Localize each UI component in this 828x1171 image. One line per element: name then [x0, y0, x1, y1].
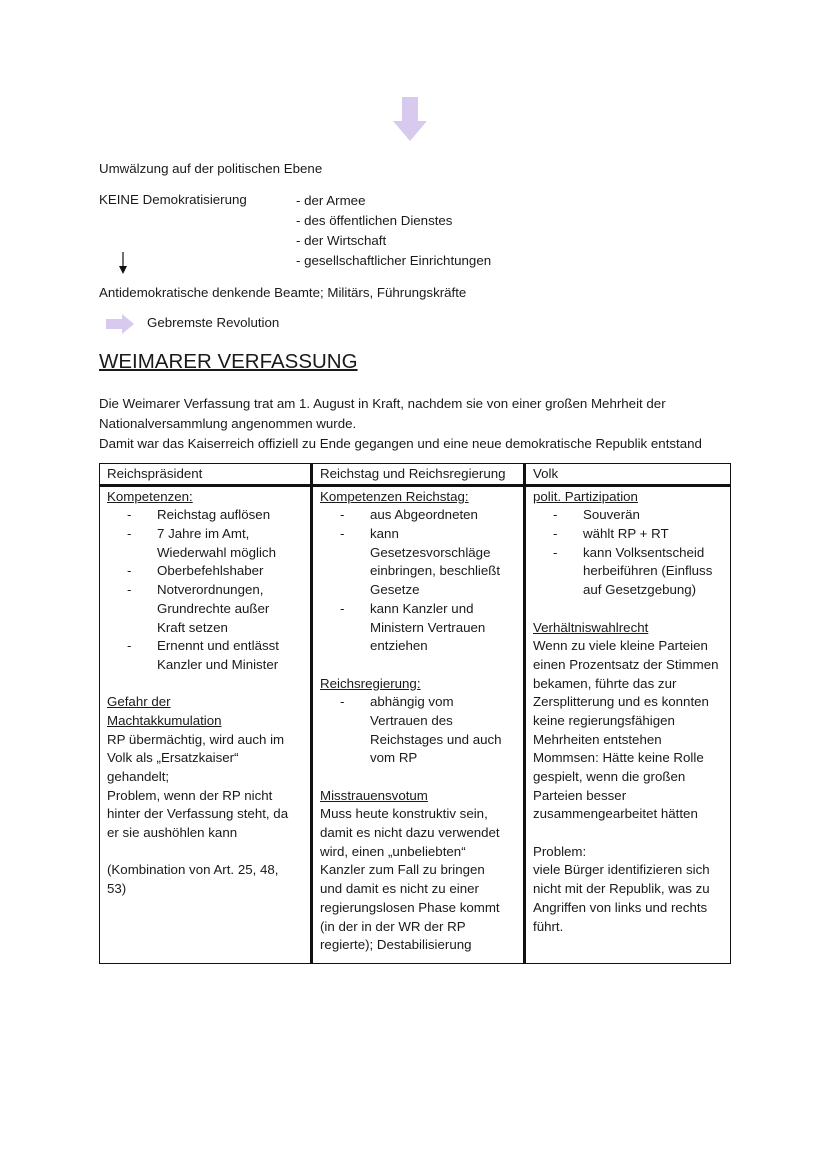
line-text: Machtakkumulation	[107, 712, 222, 728]
result-text: Antidemokratische denkende Beamte; Militärs, Führungskräfte	[99, 285, 467, 300]
bullet-dash: -	[340, 507, 345, 523]
cell-text-line	[320, 936, 516, 955]
bullet-dash: -	[340, 694, 345, 710]
cell-text-line	[107, 749, 303, 768]
cell-text-line	[107, 787, 303, 806]
cell-heading	[107, 488, 303, 507]
cell-text-line	[107, 880, 303, 899]
cell-text-line	[533, 637, 723, 656]
bullet-line	[533, 506, 723, 525]
line-text: Reichstag auflösen	[157, 507, 271, 523]
line-text: Kompetenzen Reichstag:	[320, 488, 469, 504]
cell-reichstag	[312, 485, 525, 963]
line-text: Ernennt und entlässt	[157, 638, 279, 654]
bullet-line	[107, 581, 303, 600]
bullet-line	[107, 544, 303, 563]
cell-text-line	[320, 843, 516, 862]
right-arrow-icon	[106, 314, 134, 334]
line-text: regierungslosen Phase kommt	[320, 899, 500, 915]
cell-heading	[533, 619, 723, 638]
bullet-line	[320, 562, 516, 581]
bullet-line	[320, 637, 516, 656]
line-text: einen Prozentsatz der Stimmen	[533, 656, 719, 672]
line-text: Oberbefehlshaber	[157, 563, 264, 579]
bullet-line	[320, 600, 516, 619]
bullet-dash: -	[127, 507, 132, 523]
bullet-line	[533, 581, 723, 600]
cell-volk	[525, 485, 731, 963]
line-text: Reichsregierung:	[320, 675, 421, 691]
line-text: herbeiführen (Einfluss	[583, 563, 713, 579]
line-text: keine regierungsfähigen	[533, 712, 675, 728]
line-text: Verhältniswahlrecht	[533, 619, 649, 635]
cell-text-line	[107, 805, 303, 824]
line-text: regierte); Destabilisierung	[320, 937, 472, 953]
bullet-dash: -	[127, 563, 132, 579]
cell-text-line	[107, 731, 303, 750]
line-text: 7 Jahre im Amt,	[157, 526, 250, 542]
spacer	[107, 843, 303, 862]
line-text: Mehrheiten entstehen	[533, 731, 662, 747]
header-reichstag: Reichstag und Reichsregierung	[312, 464, 525, 486]
cell-text-line	[107, 824, 303, 843]
cell-text-line	[533, 656, 723, 675]
conclusion-text: Gebremste Revolution	[147, 315, 280, 330]
intro-line: Nationalversammlung angenommen wurde.	[99, 416, 357, 431]
line-text: kann	[370, 526, 399, 542]
intro-line: Die Weimarer Verfassung trat am 1. August in Kraft, nachdem sie von einer großen Mehrheit der	[99, 396, 666, 411]
line-text: einbringen, beschließt	[370, 563, 501, 579]
bullet-line	[320, 506, 516, 525]
list-item: - des öffentlichen Dienstes	[296, 213, 453, 228]
cell-text-line	[533, 843, 723, 862]
bullet-dash: -	[127, 582, 132, 598]
line-text: kann Kanzler und	[370, 600, 474, 616]
cell-text-line	[320, 805, 516, 824]
line-text: Ministern Vertrauen	[370, 619, 486, 635]
line-text: und damit es nicht zu einer	[320, 881, 479, 897]
bullet-line	[533, 562, 723, 581]
line-text: Grundrechte außer	[157, 600, 270, 616]
list-item: - gesellschaftlicher Einrichtungen	[296, 253, 492, 268]
line-text: Notverordnungen,	[157, 582, 264, 598]
bullet-line	[107, 619, 303, 638]
cell-heading	[320, 675, 516, 694]
line-text: Problem, wenn der RP nicht	[107, 787, 273, 803]
line-text: Gefahr der	[107, 694, 171, 710]
bullet-line	[107, 637, 303, 656]
bullet-line	[320, 731, 516, 750]
line-text: abhängig vom	[370, 694, 454, 710]
down-arrow-icon	[393, 97, 427, 141]
bullet-line	[320, 525, 516, 544]
cell-text-line	[533, 768, 723, 787]
cell-text-line	[533, 787, 723, 806]
line-text: Wenn zu viele kleine Parteien	[533, 638, 708, 654]
line-text: Misstrauensvotum	[320, 787, 428, 803]
cell-text-line	[320, 824, 516, 843]
bullet-line	[107, 600, 303, 619]
cell-text-line	[533, 805, 723, 824]
bullet-dash: -	[553, 507, 558, 523]
bullet-dash: -	[127, 638, 132, 654]
small-down-arrow-icon	[118, 252, 128, 274]
line-text: Kanzler zum Fall zu bringen	[320, 862, 485, 878]
line-text: Angriffen von links und rechts	[533, 899, 708, 915]
bullet-line	[320, 619, 516, 638]
line-text: (in der in der WR der RP	[320, 918, 466, 934]
line-text: Zersplitterung und es konnten	[533, 694, 709, 710]
line-text: Mommsen: Hätte keine Rolle	[533, 750, 704, 766]
line-text: Vertrauen des	[370, 712, 453, 728]
bullet-dash: -	[340, 600, 345, 616]
cell-text-line	[533, 749, 723, 768]
intro-paragraph	[99, 394, 702, 454]
cell-text-line	[533, 880, 723, 899]
cell-text-line	[533, 731, 723, 750]
bullet-dash: -	[340, 526, 345, 542]
spacer	[320, 656, 516, 675]
cell-text-line	[533, 712, 723, 731]
line-text: entziehen	[370, 638, 428, 654]
cell-text-line	[320, 918, 516, 937]
cell-heading	[107, 712, 303, 731]
line-text: aus Abgeordneten	[370, 507, 478, 523]
line-text: kann Volksentscheid	[583, 544, 705, 560]
line-text: Souverän	[583, 507, 640, 523]
line-text: Kanzler und Minister	[157, 656, 279, 672]
line-text: nicht mit der Republik, was zu	[533, 881, 710, 897]
line-text: gehandelt;	[107, 769, 170, 785]
cell-text-line	[533, 861, 723, 880]
line-text: vom RP	[370, 750, 418, 766]
spacer	[107, 675, 303, 694]
header-volk: Volk	[525, 464, 731, 486]
bullet-line	[107, 506, 303, 525]
line-text: wird, einen „unbeliebten“	[320, 843, 466, 859]
spacer	[533, 824, 723, 843]
bullet-line	[320, 544, 516, 563]
line-text: Volk als „Ersatzkaiser“	[107, 750, 239, 766]
intro-line: Damit war das Kaiserreich offiziell zu Ende gegangen und eine neue demokratische Republik entstand	[99, 436, 702, 451]
cell-text-line	[533, 693, 723, 712]
list-item: - der Wirtschaft	[296, 233, 387, 248]
line-text: führt.	[533, 918, 564, 934]
cell-heading	[320, 787, 516, 806]
cell-heading	[320, 488, 516, 507]
bullet-line	[533, 544, 723, 563]
no-democratization-list	[296, 191, 491, 271]
cell-text-line	[533, 918, 723, 937]
bullet-dash: -	[553, 526, 558, 542]
cell-text-line	[107, 861, 303, 880]
cell-text-line	[107, 768, 303, 787]
line-text: zusammengearbeitet hätten	[533, 806, 698, 822]
bullet-line	[320, 749, 516, 768]
spacer	[533, 600, 723, 619]
table-row	[100, 485, 731, 963]
line-text: gespielt, wenn die großen	[533, 769, 686, 785]
line-text: viele Bürger identifizieren sich	[533, 862, 710, 878]
cell-text-line	[320, 899, 516, 918]
line-text: Wiederwahl möglich	[157, 544, 276, 560]
list-item: - der Armee	[296, 193, 366, 208]
bullet-line	[320, 693, 516, 712]
bullet-line	[107, 525, 303, 544]
line-text: 53)	[107, 881, 127, 897]
cell-text-line	[533, 675, 723, 694]
line-text: Reichstages und auch	[370, 731, 502, 747]
line-text: Muss heute konstruktiv sein,	[320, 806, 488, 822]
bullet-line	[320, 581, 516, 600]
spacer	[320, 768, 516, 787]
table-header-row	[100, 464, 731, 486]
bullet-line	[107, 562, 303, 581]
constitution-table	[99, 463, 731, 964]
line-text: Kraft setzen	[157, 619, 228, 635]
bullet-dash: -	[127, 526, 132, 542]
line-text: Problem:	[533, 843, 587, 859]
cell-heading	[533, 488, 723, 507]
line-text: wählt RP + RT	[583, 526, 669, 542]
line-text: hinter der Verfassung steht, da	[107, 806, 289, 822]
bullet-dash: -	[553, 544, 558, 560]
bullet-line	[107, 656, 303, 675]
cell-text-line	[320, 880, 516, 899]
line-text: Parteien besser	[533, 787, 627, 803]
bullet-line	[320, 712, 516, 731]
header-reichspraesident: Reichspräsident	[100, 464, 312, 486]
cell-text-line	[533, 899, 723, 918]
bullet-line	[533, 525, 723, 544]
line-text: er sie aushöhlen kann	[107, 825, 238, 841]
cell-text-line	[320, 861, 516, 880]
line-text: damit es nicht dazu verwendet	[320, 825, 500, 841]
upheaval-text: Umwälzung auf der politischen Ebene	[99, 161, 323, 176]
no-democratization-label: KEINE Demokratisierung	[99, 192, 247, 207]
line-text: bekamen, führte das zur	[533, 675, 677, 691]
line-text: Kompetenzen:	[107, 488, 193, 504]
line-text: Gesetzesvorschläge	[370, 544, 491, 560]
line-text: RP übermächtig, wird auch im	[107, 731, 285, 747]
line-text: polit. Partizipation	[533, 488, 638, 504]
line-text: Gesetze	[370, 582, 420, 598]
cell-heading	[107, 693, 303, 712]
line-text: auf Gesetzgebung)	[583, 582, 697, 598]
cell-reichspraesident	[100, 485, 312, 963]
line-text: (Kombination von Art. 25, 48,	[107, 862, 279, 878]
section-title: WEIMARER VERFASSUNG	[99, 350, 358, 373]
